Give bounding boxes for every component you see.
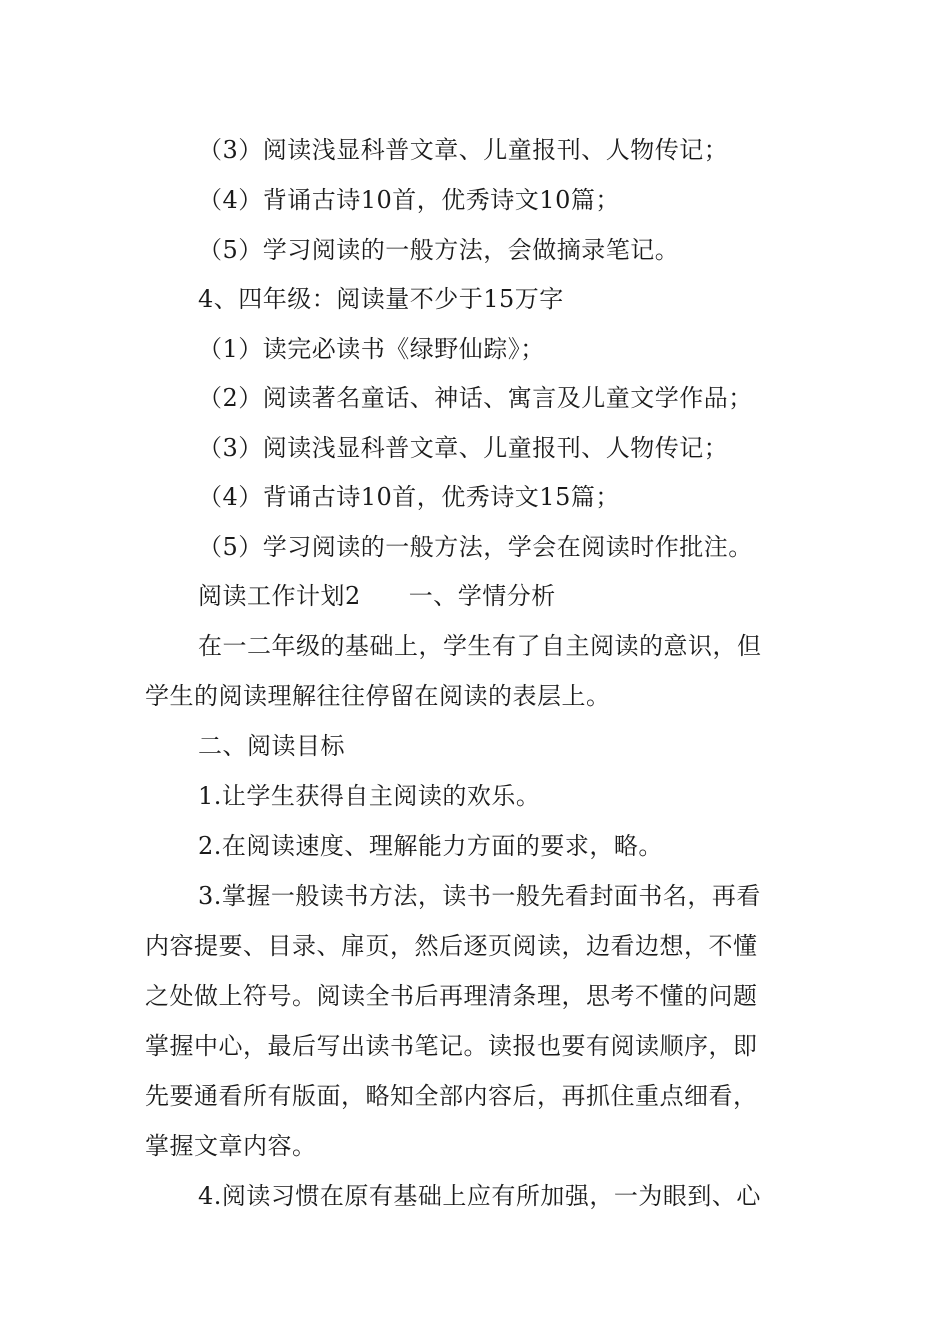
text-line: （3）阅读浅显科普文章、儿童报刊、人物传记；	[198, 136, 729, 164]
text-line: （4）背诵古诗10首，优秀诗文15篇；	[198, 483, 620, 511]
paragraph-line: 掌握文章内容。	[145, 1132, 317, 1160]
paragraph-line: 3.掌握一般读书方法，读书一般先看封面书名，再看	[198, 882, 761, 910]
paragraph-line: 4.阅读习惯在原有基础上应有所加强，一为眼到、心	[198, 1182, 761, 1210]
list-item: 1.让学生获得自主阅读的欢乐。	[198, 782, 541, 810]
paragraph-line: 内容提要、目录、扉页，然后逐页阅读，边看边想，不懂	[145, 932, 758, 960]
text-line: （1）读完必读书《绿野仙踪》；	[198, 335, 545, 363]
text-line: 4、四年级：阅读量不少于15万字	[198, 285, 564, 313]
section-heading: 一、学情分析	[408, 582, 556, 610]
section-heading: 二、阅读目标	[198, 732, 345, 760]
text-line: （3）阅读浅显科普文章、儿童报刊、人物传记；	[198, 434, 729, 462]
paragraph-line: 先要通看所有版面，略知全部内容后，再抓住重点细看，	[145, 1082, 758, 1110]
plan-title: 阅读工作计划2	[198, 582, 361, 610]
paragraph-line: 掌握中心，最后写出读书笔记。读报也要有阅读顺序，即	[145, 1032, 758, 1060]
paragraph-line: 之处做上符号。阅读全书后再理清条理，思考不懂的问题	[145, 982, 758, 1010]
list-item: 2.在阅读速度、理解能力方面的要求，略。	[198, 832, 663, 860]
paragraph-line: 在一二年级的基础上，学生有了自主阅读的意识，但	[198, 632, 762, 660]
paragraph-line: 学生的阅读理解往往停留在阅读的表层上。	[145, 682, 611, 710]
text-line: （5）学习阅读的一般方法，学会在阅读时作批注。	[198, 533, 753, 561]
text-line: （5）学习阅读的一般方法，会做摘录笔记。	[198, 236, 680, 264]
plan-heading-line	[198, 581, 556, 611]
text-line: （2）阅读著名童话、神话、寓言及儿童文学作品；	[198, 384, 753, 412]
text-line: （4）背诵古诗10首，优秀诗文10篇；	[198, 186, 620, 214]
